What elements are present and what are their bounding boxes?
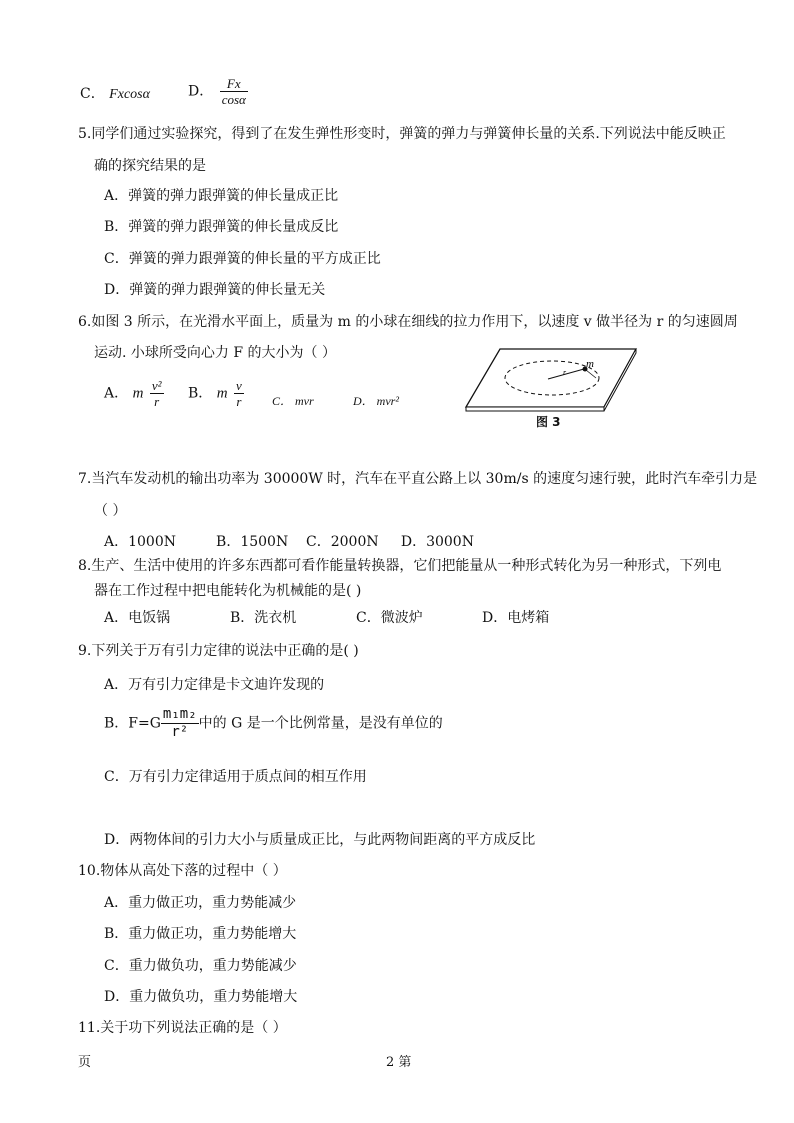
q6-a-numerator: v²	[151, 378, 162, 393]
q9-option-b-prefix: B．F=G	[104, 715, 161, 732]
q5-stem-line2: 确的探究结果的是	[94, 158, 206, 174]
q7-stem-line2: （ ）	[94, 503, 127, 519]
q8-option-d: D．电烤箱	[482, 610, 550, 626]
q4-d-denominator: cosα	[221, 92, 246, 107]
q4-option-c-expr: Fxcosα	[109, 87, 150, 102]
q8-option-b: B．洗衣机	[230, 610, 297, 626]
q5-option-c: C．弹簧的弹力跟弹簧的伸长量的平方成正比	[104, 251, 381, 267]
q4-option-d-fraction	[220, 76, 248, 107]
q6-option-b-label: B．	[188, 385, 213, 402]
q6-option-a-label: A．	[104, 385, 129, 402]
figure-3-caption: 图 3	[536, 415, 561, 429]
q10-option-d: D．重力做负功，重力势能增大	[104, 989, 298, 1005]
q6-option-a-fraction	[150, 378, 164, 409]
q5-option-a: A．弹簧的弹力跟弹簧的伸长量成正比	[104, 188, 339, 204]
figure-label-r: r	[563, 368, 567, 377]
q8-stem-line2: 器在工作过程中把电能转化为机械能的是( )	[94, 583, 362, 599]
q6-option-a-m: m	[132, 385, 144, 402]
q9-option-a: A．万有引力定律是卡文迪许发现的	[104, 677, 325, 693]
q10-option-b: B．重力做正功，重力势能增大	[104, 926, 297, 942]
q5-option-d: D．弹簧的弹力跟弹簧的伸长量无关	[104, 282, 326, 298]
q6-option-c: C． mvr	[272, 394, 314, 408]
q5-option-b: B．弹簧的弹力跟弹簧的伸长量成反比	[104, 219, 339, 235]
q6-b-denominator: r	[236, 394, 242, 409]
q9-b-denominator: r²	[171, 724, 189, 740]
q10-option-c: C．重力做负功，重力势能减少	[104, 958, 297, 974]
q9-stem: 9.下列关于万有引力定律的说法中正确的是( )	[78, 643, 359, 659]
q6-option-a	[104, 378, 166, 409]
q9-option-b	[104, 706, 443, 741]
q6-b-numerator: v	[236, 378, 242, 393]
q6-option-d: D． mvr²	[353, 394, 399, 408]
q4-option-c-label: C．	[80, 86, 105, 102]
footer-page-number: 2 第	[386, 1055, 412, 1070]
q6-a-denominator: r	[154, 394, 160, 409]
q9-option-d: D．两物体间的引力大小与质量成正比，与此两物间距离的平方成反比	[104, 832, 536, 848]
q6-option-b-fraction	[234, 378, 244, 409]
q7-options: A．1000N B．1500N C．2000N D．3000N	[104, 534, 474, 550]
figure-label-m: m	[586, 358, 594, 370]
q4-option-c	[80, 85, 150, 104]
q9-option-c: C．万有引力定律适用于质点间的相互作用	[104, 769, 367, 785]
q8-option-a: A．电饭锅	[104, 610, 171, 626]
q9-option-b-fraction	[161, 706, 199, 741]
footer-left: 页	[78, 1055, 92, 1070]
q4-d-numerator: Fx	[220, 76, 248, 92]
q6-option-b	[188, 378, 246, 409]
q6-option-b-m: m	[216, 385, 228, 402]
plane-edge	[466, 407, 604, 411]
q10-stem: 10.物体从高处下落的过程中（ ）	[78, 863, 287, 879]
q9-b-numerator: m₁m₂	[162, 706, 197, 722]
q10-option-a: A．重力做正功，重力势能减少	[104, 895, 297, 911]
q4-option-d-label: D．	[188, 83, 214, 100]
q7-stem-line1: 7.当汽车发动机的输出功率为 30000W 时，汽车在平直公路上以 30m/s 的速度匀速行驶，此时汽车牵引力是	[78, 471, 758, 487]
q8-stem-line1: 8.生产、生活中使用的许多东西都可看作能量转换器，它们把能量从一种形式转化为另一种形式，下列电	[78, 558, 722, 574]
q5-stem-line1: 5.同学们通过实验探究，得到了在发生弹性形变时，弹簧的弹力与弹簧伸长量的关系.下列说法中能反映正	[78, 126, 726, 142]
q6-stem-line1: 6.如图 3 所示，在光滑水平面上，质量为 m 的小球在细线的拉力作用下，以速度 v 做半径为 r 的匀速圆周	[78, 314, 738, 330]
q4-option-d	[188, 76, 250, 107]
q8-option-c: C．微波炉	[356, 610, 423, 626]
q6-stem-line2: 运动. 小球所受向心力 F 的大小为（ ）	[94, 345, 336, 361]
q11-stem: 11.关于功下列说法正确的是（ ）	[78, 1020, 287, 1036]
q9-option-b-suffix: 中的 G 是一个比例常量，是没有单位的	[198, 715, 443, 732]
